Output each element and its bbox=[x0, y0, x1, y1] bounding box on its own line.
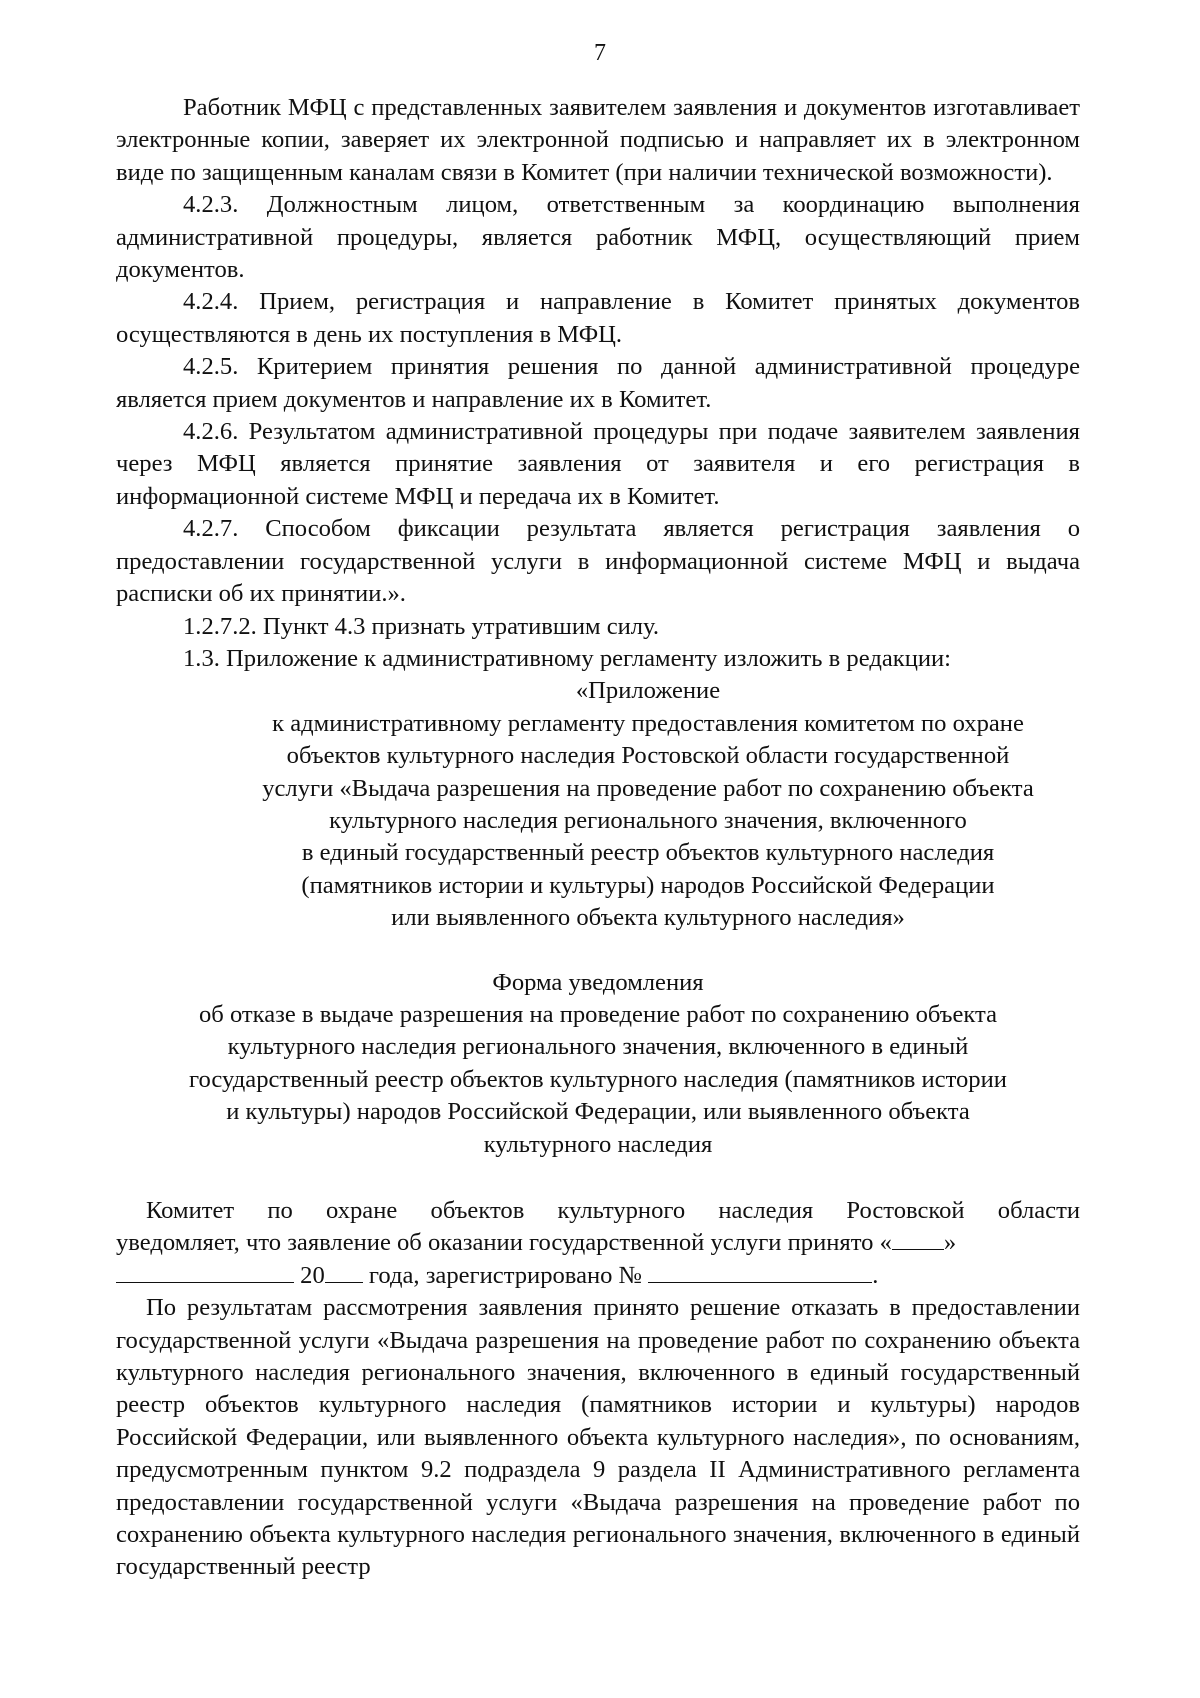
paragraph-mfc-copies: Работник МФЦ с представленных заявителем заявления и документов изготавливает электронные копии, заверяет их электронной подписью и направляет их в электронном виде по защищенным каналам связи в Комитет (при наличии технической возможности). bbox=[116, 94, 1080, 186]
paragraph-4-2-7: 4.2.7. Способом фиксации результата является регистрация заявления о предоставлении государственной услуги в информационной системе МФЦ и выдача расписки об их принятии.». bbox=[116, 515, 1080, 608]
date-year-blank[interactable] bbox=[325, 1260, 363, 1283]
appendix-header bbox=[116, 675, 1080, 934]
notice-line-2-text: уведомляет, что заявление об оказании государственной услуги принято « bbox=[116, 1229, 892, 1257]
paragraph-1-3: 1.3. Приложение к административному регламенту изложить в редакции: bbox=[183, 644, 952, 672]
paragraph-4-2-5: 4.2.5. Критерием принятия решения по данной административной процедуре является прием документов и направление их в Комитет. bbox=[116, 353, 1080, 413]
form-title-line: об отказе в выдаче разрешения на проведение работ по сохранению объекта bbox=[198, 1000, 997, 1028]
notice-line-2 bbox=[116, 1227, 1080, 1259]
appendix-header-line: объектов культурного наследия Ростовской области государственной bbox=[286, 742, 1010, 770]
document-body bbox=[116, 92, 1080, 1584]
paragraph-1-2-7-2: 1.2.7.2. Пункт 4.3 признать утратившим силу. bbox=[183, 612, 660, 640]
paragraph-4-2-4: 4.2.4. Прием, регистрация и направление в Комитет принятых документов осуществляются в день их поступления в МФЦ. bbox=[116, 288, 1080, 348]
appendix-header-line: (памятников истории и культуры) народов Российской Федерации bbox=[301, 871, 995, 899]
form-title-line: Форма уведомления bbox=[492, 968, 704, 996]
notice-line-3-end: . bbox=[872, 1261, 879, 1289]
notice-line-1: Комитет по охране объектов культурного наследия Ростовской области bbox=[146, 1197, 1080, 1224]
notice-line-2-close: » bbox=[943, 1229, 957, 1257]
appendix-header-line: культурного наследия регионального значения, включенного bbox=[329, 806, 967, 834]
appendix-header-line: в единый государственный реестр объектов культурного наследия bbox=[301, 839, 995, 867]
paragraph-4-2-3: 4.2.3. Должностным лицом, ответственным за координацию выполнения административной процедуры, является работник МФЦ, осуществляющий прием документов. bbox=[116, 191, 1080, 284]
date-month-blank[interactable] bbox=[116, 1260, 294, 1283]
appendix-header-line: «Приложение bbox=[575, 677, 721, 705]
form-title bbox=[116, 967, 1080, 1161]
decision-paragraph: По результатам рассмотрения заявления принято решение отказать в предоставлении государственной услуги «Выдача разрешения на проведение работ по сохранению объекта культурного наследия регионального значения, включенного в единый государственный реестр объектов культурного наследия (памятников истории и культуры) народов Российской Федерации, или выявленного объекта культурного наследия», по основаниям, предусмотренным пунктом 9.2 подраздела 9 раздела II Административного регламента предоставлении государственной услуги «Выдача разрешения на проведение работ по сохранению объекта культурного наследия регионального значения, включенного в единый государственный реестр bbox=[116, 1294, 1080, 1581]
appendix-header-line: к административному регламенту предоставления комитетом по охране bbox=[272, 709, 1024, 737]
notice-registered-text: года, зарегистрировано № bbox=[368, 1261, 643, 1289]
form-title-line: государственный реестр объектов культурного наследия (памятников истории bbox=[189, 1065, 1007, 1093]
appendix-header-line: или выявленного объекта культурного наследия» bbox=[391, 904, 905, 932]
page-number: 7 bbox=[594, 40, 606, 66]
form-title-line: культурного наследия регионального значения, включенного в единый bbox=[227, 1033, 969, 1061]
notice-block bbox=[116, 1195, 1080, 1292]
notice-year-prefix: 20 bbox=[300, 1261, 325, 1289]
appendix-header-line: услуги «Выдача разрешения на проведение работ по сохранению объекта bbox=[262, 774, 1034, 802]
date-day-blank[interactable] bbox=[892, 1227, 944, 1250]
notice-line-3 bbox=[116, 1260, 1080, 1292]
paragraph-4-2-6: 4.2.6. Результатом административной процедуры при подаче заявителем заявления через МФЦ является принятие заявления от заявителя и его регистрация в информационной системе МФЦ и передача их в Комитет. bbox=[116, 418, 1080, 510]
form-title-line: культурного наследия bbox=[483, 1130, 713, 1158]
registration-number-blank[interactable] bbox=[648, 1260, 872, 1283]
form-title-line: и культуры) народов Российской Федерации, или выявленного объекта bbox=[226, 1098, 970, 1126]
